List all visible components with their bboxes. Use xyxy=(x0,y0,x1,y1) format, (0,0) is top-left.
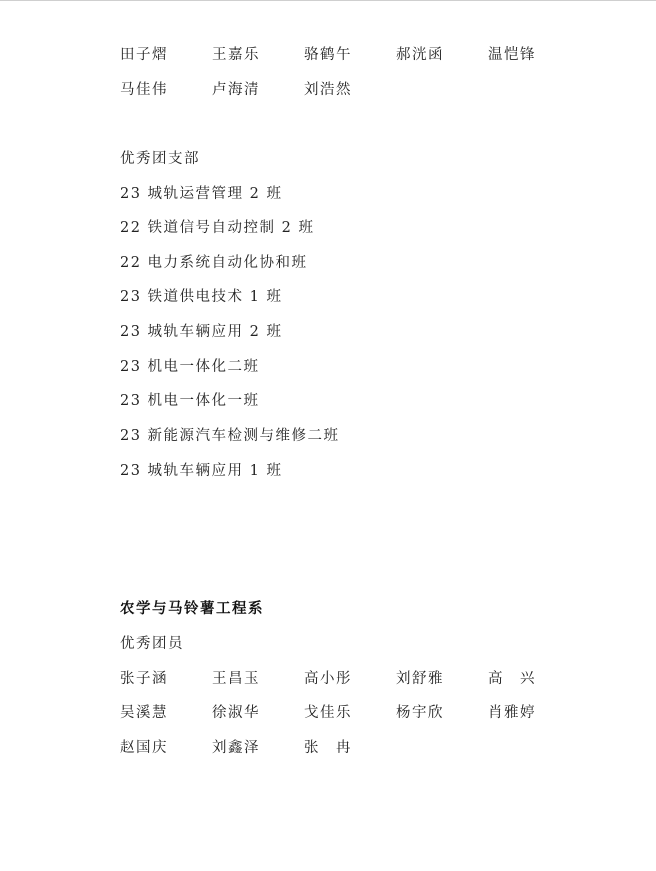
member-name: 高 兴 xyxy=(488,670,536,687)
branch-item: 23 机电一体化一班 xyxy=(120,392,260,409)
member-name: 吴溪慧 xyxy=(120,704,168,721)
member-name: 卢海清 xyxy=(212,81,260,98)
page-top-border xyxy=(0,0,656,1)
member-name: 张子涵 xyxy=(120,670,168,687)
member-name-row xyxy=(120,77,396,99)
member-name: 刘鑫泽 xyxy=(212,739,260,756)
member-name: 高小彤 xyxy=(304,670,352,687)
member-name: 张 冉 xyxy=(304,739,352,756)
member-name-row xyxy=(120,666,580,688)
member-name: 田子熠 xyxy=(120,46,168,63)
branch-item: 23 机电一体化二班 xyxy=(120,358,260,375)
member-name: 郝洸函 xyxy=(396,46,444,63)
member-name-row xyxy=(120,735,396,757)
branch-item: 23 新能源汽车检测与维修二班 xyxy=(120,427,340,444)
member-name: 王嘉乐 xyxy=(212,46,260,63)
member-name-row xyxy=(120,700,580,722)
branch-section-title: 优秀团支部 xyxy=(120,150,200,167)
member-name: 刘浩然 xyxy=(304,81,352,98)
member-name: 温恺锋 xyxy=(488,46,536,63)
member-name: 骆鹤午 xyxy=(304,46,352,63)
branch-item: 23 城轨车辆应用 1 班 xyxy=(120,462,283,479)
member-section-title: 优秀团员 xyxy=(120,635,184,652)
branch-item: 23 城轨运营管理 2 班 xyxy=(120,185,283,202)
member-name: 刘舒雅 xyxy=(396,670,444,687)
member-name: 王昌玉 xyxy=(212,670,260,687)
branch-item: 23 城轨车辆应用 2 班 xyxy=(120,323,283,340)
department-heading: 农学与马铃薯工程系 xyxy=(120,599,264,617)
member-name: 赵国庆 xyxy=(120,739,168,756)
member-name: 肖雅婷 xyxy=(488,704,536,721)
member-name: 杨宇欣 xyxy=(396,704,444,721)
member-name: 马佳伟 xyxy=(120,81,168,98)
branch-item: 22 铁道信号自动控制 2 班 xyxy=(120,219,315,236)
member-name-row xyxy=(120,42,580,64)
branch-item: 22 电力系统自动化协和班 xyxy=(120,254,308,271)
member-name: 戈佳乐 xyxy=(304,704,352,721)
branch-item: 23 铁道供电技术 1 班 xyxy=(120,288,283,305)
member-name: 徐淑华 xyxy=(212,704,260,721)
